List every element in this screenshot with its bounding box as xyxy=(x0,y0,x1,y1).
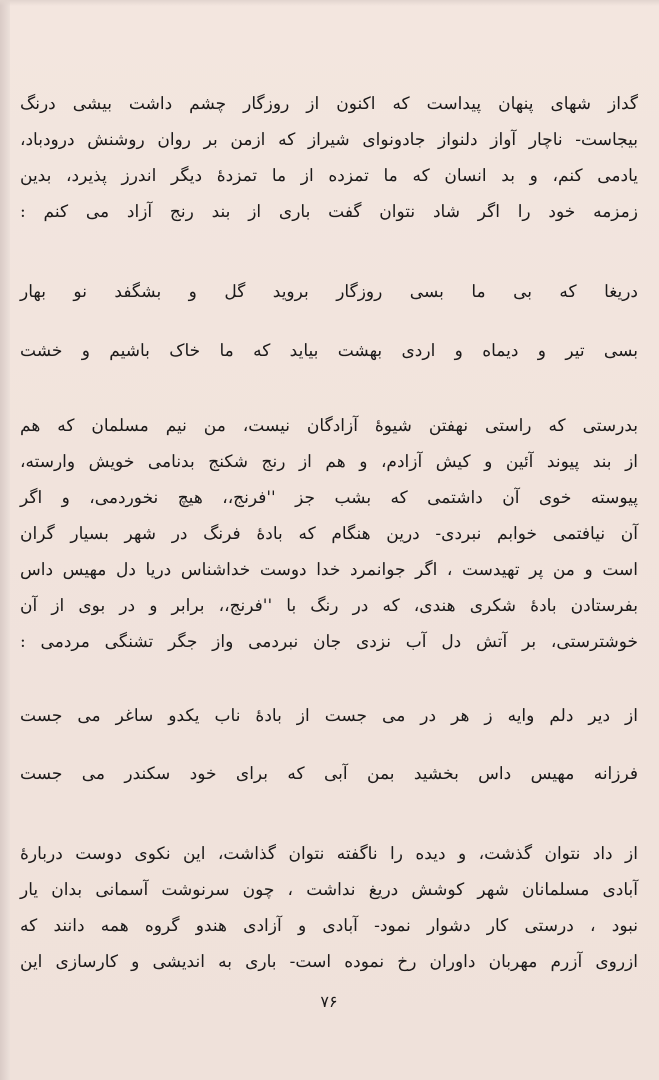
page-binding-shadow xyxy=(0,0,10,1080)
paragraph-1-line-1: گداز شهای پنهان پیداست که اکنون از روزگار چشم داشت بیشی درنگ xyxy=(20,94,638,114)
page-top-edge xyxy=(0,0,659,6)
paragraph-3-line-2: آبادی مسلمانان شهر کوشش دریغ نداشت ، چون سرنوشت آسمانی بدان یار xyxy=(20,880,638,900)
paragraph-3-line-3: نبود ، درستی کار دشوار نمود- آبادی و آزادی هندو گروه همه دانند که xyxy=(20,916,638,936)
paragraph-1-line-2: بیجاست- ناچار آواز دلنواز جادونوای شیراز که ازمن بر روان روشنش درودباد، xyxy=(20,130,638,150)
paragraph-2-line-4: آن نیافتمی خوابم نبردی- درین هنگام که بادهٔ فرنگ در شهر بسیار گران xyxy=(20,524,638,544)
page-number: ۷۶ xyxy=(320,992,338,1011)
verse-1-line-2: بسی تیر و دیماه و اردی بهشت بیاید که ما خاک باشیم و خشت xyxy=(20,341,638,361)
paragraph-1-line-4: زمزمه خود را اگر شاد نتوان گفت باری از بند رنج آزاد می کنم : xyxy=(20,202,638,222)
paragraph-2-line-6: بفرستادن بادهٔ شکری هندی، که در رنگ با ''فرنج،، برابر و در بوی از آن xyxy=(20,596,638,616)
paragraph-2-line-2: از بند پیوند آئین و کیش آزادم، و هم از رنج شکنج بدنامی خویش وارسته، xyxy=(20,452,638,472)
paragraph-2-line-5: است و من پر تهیدست ، اگر جوانمرد خدا دوست خداشناس دریا دل مهیس داس xyxy=(20,560,638,580)
verse-2-line-2: فرزانه مهیس داس بخشید بمن آبی که برای خود سکندر می جست xyxy=(20,764,638,784)
paragraph-2-line-1: بدرستی که راستی نهفتن شیوهٔ آزادگان نیست، من نیم مسلمان که هم xyxy=(20,416,638,436)
paragraph-2-line-7: خوشترستی، بر آتش دل آب نزدی جان نبردمی واز جگر تشنگی مردمی : xyxy=(20,632,638,652)
verse-1-line-1: دریغا که بی ما بسی روزگار بروید گل و بشگفد نو بهار xyxy=(20,282,638,302)
paragraph-3-line-1: از داد نتوان گذشت، و دیده را ناگفته نتوان گذاشت، این نکوی دوست دربارهٔ xyxy=(20,844,638,864)
paragraph-2-line-3: پیوسته خوی آن داشتمی که بشب جز ''فرنج،، هیچ نخوردمی، و اگر xyxy=(20,488,638,508)
verse-2-line-1: از دیر دلم وایه ز هر در می جست از بادهٔ ناب یکدو ساغر می جست xyxy=(20,706,638,726)
paragraph-1-line-3: یادمی کنم، و بد انسان که ما تمزده از ما تمزدهٔ دیگر اندرز پذیرد، بدین xyxy=(20,166,638,186)
paragraph-3-line-4: ازروی آزرم مهربان داوران رخ نموده است- باری به اندیشی و کارسازی این xyxy=(20,952,638,972)
